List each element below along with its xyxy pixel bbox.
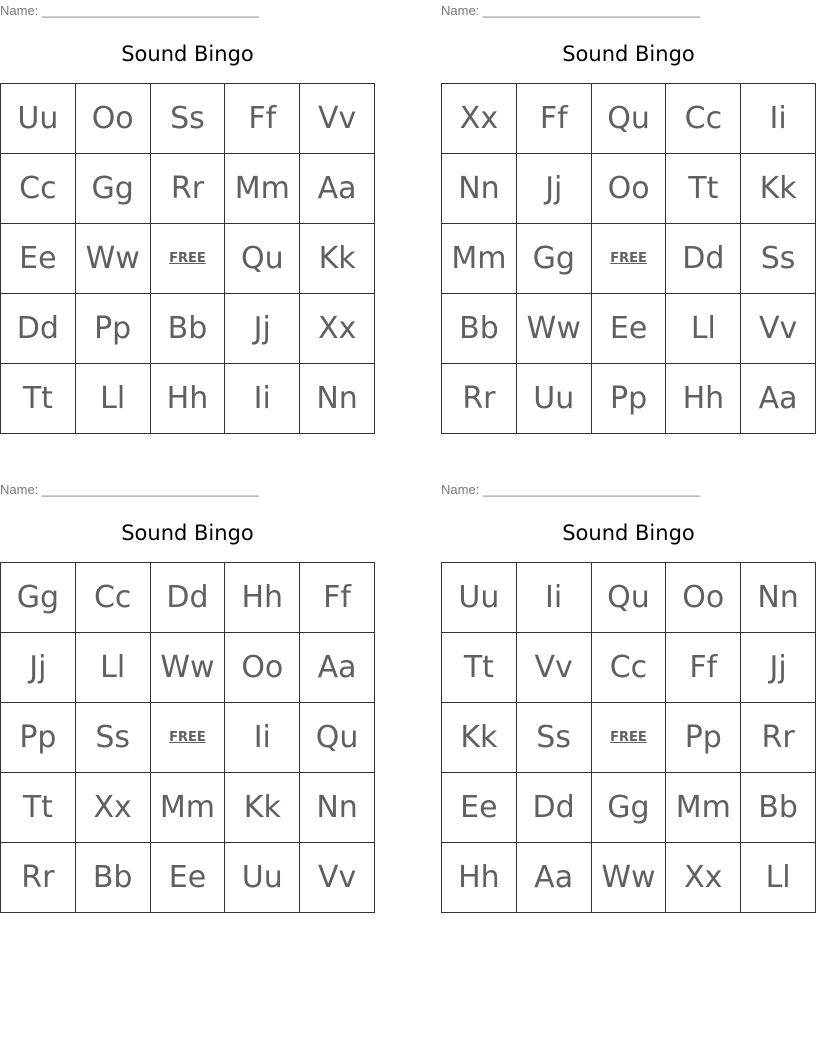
grid-cell: Kk xyxy=(300,224,375,294)
grid-cell: Aa xyxy=(300,633,375,703)
grid-cell: Ss xyxy=(741,224,816,294)
grid-cell: Ee xyxy=(1,224,76,294)
grid-cell: Ee xyxy=(591,294,666,364)
grid-row xyxy=(1,84,375,154)
grid-cell: Cc xyxy=(75,563,150,633)
grid-cell: Tt xyxy=(442,633,517,703)
grid-cell: Vv xyxy=(300,843,375,913)
grid-row xyxy=(1,773,375,843)
grid-cell: Ii xyxy=(225,364,300,434)
grid-cell: Cc xyxy=(591,633,666,703)
grid-cell: Cc xyxy=(666,84,741,154)
grid-cell: Jj xyxy=(1,633,76,703)
grid-cell: Gg xyxy=(1,563,76,633)
grid-cell: Qu xyxy=(591,563,666,633)
grid-cell: Bb xyxy=(741,773,816,843)
grid-cell: Hh xyxy=(150,364,225,434)
free-space-cell: FREE xyxy=(150,224,225,294)
grid-cell: Ll xyxy=(75,633,150,703)
grid-cell: Ww xyxy=(591,843,666,913)
grid-row xyxy=(442,633,816,703)
grid-cell: Oo xyxy=(75,84,150,154)
grid-cell: Aa xyxy=(300,154,375,224)
card-title: Sound Bingo xyxy=(562,42,695,66)
grid-cell: Ii xyxy=(741,84,816,154)
free-space-cell: FREE xyxy=(591,703,666,773)
grid-cell: Rr xyxy=(741,703,816,773)
bingo-grid xyxy=(0,562,375,913)
grid-cell: Gg xyxy=(75,154,150,224)
grid-cell: Ii xyxy=(516,563,591,633)
grid-cell: Qu xyxy=(591,84,666,154)
card-title: Sound Bingo xyxy=(121,521,254,545)
grid-cell: Ee xyxy=(150,843,225,913)
grid-cell: Dd xyxy=(516,773,591,843)
grid-row xyxy=(1,843,375,913)
grid-cell: Ll xyxy=(666,294,741,364)
grid-cell: Nn xyxy=(442,154,517,224)
grid-cell: Xx xyxy=(300,294,375,364)
grid-row xyxy=(1,633,375,703)
grid-row xyxy=(1,154,375,224)
grid-cell: Kk xyxy=(442,703,517,773)
grid-row xyxy=(442,703,816,773)
grid-cell: Tt xyxy=(666,154,741,224)
grid-row xyxy=(442,563,816,633)
grid-cell: Rr xyxy=(1,843,76,913)
grid-cell: Dd xyxy=(1,294,76,364)
grid-cell: Tt xyxy=(1,773,76,843)
grid-cell: Cc xyxy=(1,154,76,224)
grid-cell: Xx xyxy=(75,773,150,843)
grid-cell: Aa xyxy=(741,364,816,434)
grid-cell: Ff xyxy=(225,84,300,154)
grid-cell: Ll xyxy=(75,364,150,434)
grid-cell: Hh xyxy=(225,563,300,633)
grid-cell: Kk xyxy=(741,154,816,224)
grid-cell: Oo xyxy=(591,154,666,224)
grid-cell: Vv xyxy=(516,633,591,703)
free-space-cell: FREE xyxy=(150,703,225,773)
bingo-grid xyxy=(441,562,816,913)
grid-cell: Ff xyxy=(300,563,375,633)
grid-row xyxy=(1,294,375,364)
grid-row xyxy=(442,84,816,154)
grid-cell: Dd xyxy=(666,224,741,294)
grid-cell: Pp xyxy=(1,703,76,773)
grid-cell: Qu xyxy=(300,703,375,773)
grid-cell: Ww xyxy=(75,224,150,294)
grid-cell: Uu xyxy=(442,563,517,633)
grid-cell: Vv xyxy=(300,84,375,154)
grid-cell: Nn xyxy=(300,364,375,434)
grid-cell: Rr xyxy=(442,364,517,434)
grid-row xyxy=(1,563,375,633)
grid-cell: Ff xyxy=(666,633,741,703)
grid-cell: Nn xyxy=(741,563,816,633)
grid-cell: Bb xyxy=(442,294,517,364)
grid-cell: Pp xyxy=(75,294,150,364)
grid-cell: Oo xyxy=(225,633,300,703)
grid-cell: Xx xyxy=(666,843,741,913)
grid-cell: Bb xyxy=(150,294,225,364)
grid-row xyxy=(1,224,375,294)
grid-cell: Aa xyxy=(516,843,591,913)
grid-row xyxy=(442,154,816,224)
grid-row xyxy=(1,364,375,434)
grid-cell: Ss xyxy=(75,703,150,773)
name-field-label: Name: ______________________________ xyxy=(0,3,259,18)
grid-cell: Uu xyxy=(516,364,591,434)
name-field-label: Name: ______________________________ xyxy=(441,482,700,497)
grid-cell: Ww xyxy=(150,633,225,703)
grid-cell: Ss xyxy=(516,703,591,773)
grid-cell: Nn xyxy=(300,773,375,843)
grid-row xyxy=(442,224,816,294)
name-field-label: Name: ______________________________ xyxy=(0,482,259,497)
grid-cell: Mm xyxy=(225,154,300,224)
grid-cell: Rr xyxy=(150,154,225,224)
grid-row xyxy=(442,843,816,913)
grid-cell: Oo xyxy=(666,563,741,633)
grid-cell: Pp xyxy=(666,703,741,773)
grid-row xyxy=(442,364,816,434)
name-field-label: Name: ______________________________ xyxy=(441,3,700,18)
grid-cell: Uu xyxy=(225,843,300,913)
grid-cell: Bb xyxy=(75,843,150,913)
grid-cell: Ee xyxy=(442,773,517,843)
grid-cell: Ii xyxy=(225,703,300,773)
card-title: Sound Bingo xyxy=(562,521,695,545)
grid-cell: Ff xyxy=(516,84,591,154)
grid-row xyxy=(1,703,375,773)
free-space-cell: FREE xyxy=(591,224,666,294)
grid-cell: Ll xyxy=(741,843,816,913)
grid-cell: Ww xyxy=(516,294,591,364)
bingo-grid xyxy=(441,83,816,434)
grid-cell: Jj xyxy=(741,633,816,703)
grid-cell: Mm xyxy=(150,773,225,843)
grid-cell: Mm xyxy=(666,773,741,843)
grid-cell: Jj xyxy=(516,154,591,224)
grid-row xyxy=(442,773,816,843)
bingo-grid xyxy=(0,83,375,434)
grid-cell: Ss xyxy=(150,84,225,154)
grid-cell: Qu xyxy=(225,224,300,294)
grid-cell: Vv xyxy=(741,294,816,364)
grid-cell: Jj xyxy=(225,294,300,364)
grid-cell: Dd xyxy=(150,563,225,633)
grid-row xyxy=(442,294,816,364)
grid-cell: Xx xyxy=(442,84,517,154)
card-title: Sound Bingo xyxy=(121,42,254,66)
grid-cell: Gg xyxy=(516,224,591,294)
grid-cell: Hh xyxy=(666,364,741,434)
grid-cell: Mm xyxy=(442,224,517,294)
grid-cell: Tt xyxy=(1,364,76,434)
grid-cell: Pp xyxy=(591,364,666,434)
grid-cell: Kk xyxy=(225,773,300,843)
grid-cell: Uu xyxy=(1,84,76,154)
grid-cell: Hh xyxy=(442,843,517,913)
grid-cell: Gg xyxy=(591,773,666,843)
